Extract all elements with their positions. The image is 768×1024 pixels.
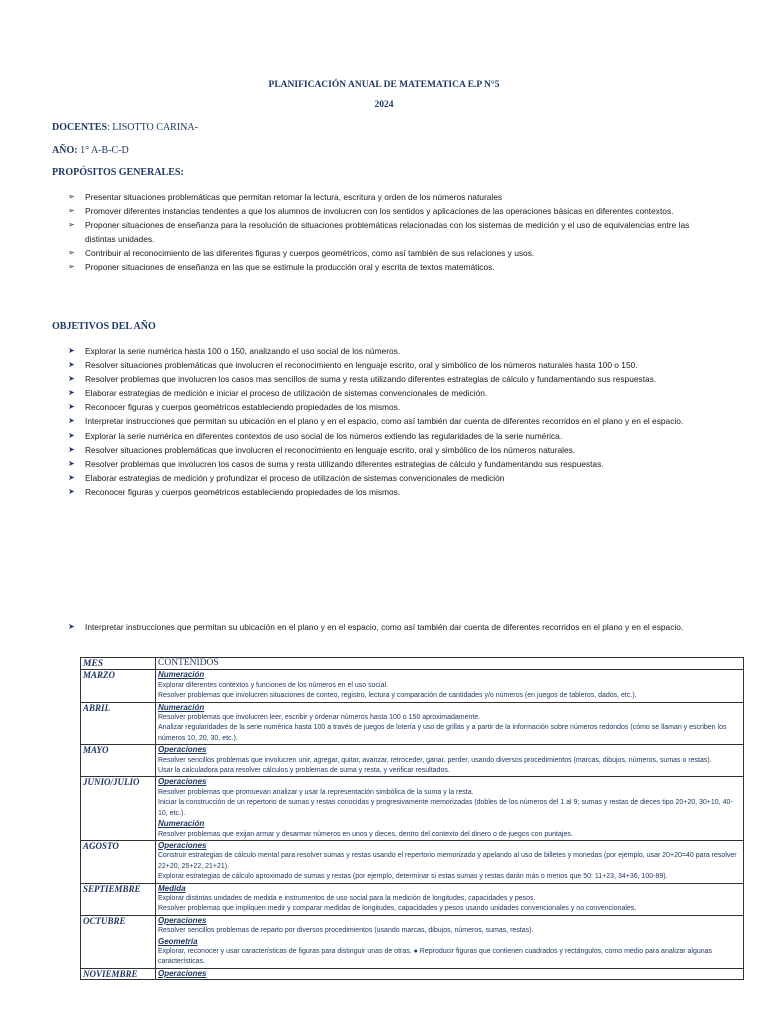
month-cell: ABRIL <box>81 702 156 745</box>
objetivos-heading: OBJETIVOS DEL AÑO <box>52 321 156 332</box>
contents-cell <box>156 840 744 883</box>
content-line: Iniciar la construcción de un repertorio de sumas y restas conocidas y progresivamente memorizadas (dobles de los números del 1 al 9; sumas y restas de dieces tipo 20+20, 30+10, 40-10, etc.). <box>158 799 733 817</box>
list-item: ➤ Resolver situaciones problemáticas que involucren el reconocimiento en lenguaje escrito, oral y simbólico de los números naturales. <box>68 443 758 457</box>
arrow-bullet-icon: ➢ <box>68 262 75 271</box>
table-row <box>81 840 744 883</box>
list-item: ➤ Elaborar estrategias de medición y profundizar el proceso de utilización de sistemas convencionales de medición <box>68 471 758 485</box>
list-item: ➤ Resolver problemas que involucren los casos de suma y resta utilizando diferentes estrategias de cálculo y fundamentando sus respuestas. <box>68 457 758 471</box>
table-row <box>81 745 744 777</box>
month-cell: SEPTIEMBRE <box>81 883 156 915</box>
list-item: ➤ Explorar la serie numérica en diferentes contextos de uso social de los números extiendo las regularidades de la serie numérica. <box>68 429 758 443</box>
arrow-bullet-icon: ➢ <box>68 220 75 229</box>
arrow-bullet-icon: ➤ <box>68 430 75 440</box>
arrow-bullet-icon: ➤ <box>68 388 75 398</box>
contents-cell <box>156 968 744 979</box>
list-item: ➢ Proponer situaciones de enseñanza en las que se estimule la producción oral y escrita de textos matemáticos. <box>68 262 495 272</box>
content-line: Resolver sencillos problemas que involucren unir, agregar, quitar, avanzar, retroceder, ganar, perder, usando diversos procedimientos (marcas, dibujos, números, sumas o restas). <box>158 756 712 764</box>
contents-cell <box>156 883 744 915</box>
list-item: ➢ Proponer situaciones de enseñanza para la resolución de situaciones problemáticas relacionadas con los sistemas de medición y el uso de equivalencias entre las distintas unidades. <box>68 220 690 244</box>
header-contenidos <box>156 658 744 670</box>
objetivos-list <box>68 344 758 499</box>
list-item: ➤ Reconocer figuras y cuerpos geométricos estableciendo propiedades de los mismos. <box>68 400 758 414</box>
section-title: Numeración <box>158 819 205 829</box>
contents-cell <box>156 777 744 840</box>
header-mes <box>81 658 156 670</box>
arrow-bullet-icon: ➤ <box>68 472 75 482</box>
docentes-value: : LISOTTO CARINA- <box>107 122 198 133</box>
list-item: ➤ Resolver problemas que involucren los casos mas sencillos de suma y resta utilizando diferentes estrategias de cálculo y fundamentando sus respuestas. <box>68 372 758 386</box>
content-line: Resolver problemas que exijan armar y desarmar números en unos y dieces, dentro del contexto del dinero o de juegos con puntajes. <box>158 830 573 838</box>
anio-label: AÑO: <box>52 145 78 156</box>
table-row <box>81 968 744 979</box>
content-line: Explorar diferentes contextos y funciones de los números en el uso social. <box>158 681 388 689</box>
section-title: Operaciones <box>158 777 207 787</box>
month-cell: MAYO <box>81 745 156 777</box>
section-title: Operaciones <box>158 968 207 978</box>
content-line: Resolver sencillos problemas de reparto por diversos procedimientos (usando marcas, dibujos, números, sumas, restas). <box>158 927 534 935</box>
section-title: Numeración <box>158 702 205 712</box>
section-title: Medida <box>158 883 186 893</box>
month-cell: AGOSTO <box>81 840 156 883</box>
content-line: Construir estrategias de cálculo mental para resolver sumas y restas usando el repertorio memorizado y apelando al uso de billetes y monedas (por ejemplo, usar 20+20=40 para resolver 22+20, 25+22, 21+21). <box>158 852 737 870</box>
propositos-list <box>68 190 708 274</box>
list-item: ➢ Presentar situaciones problemáticas que permitan retomar la lectura, escritura y orden de los números naturales <box>68 192 503 202</box>
arrow-bullet-icon: ➤ <box>68 374 75 384</box>
arrow-bullet-icon: ➤ <box>68 458 75 468</box>
section-title: Operaciones <box>158 915 207 925</box>
arrow-bullet-icon: ➤ <box>68 444 75 454</box>
contents-cell <box>156 670 744 702</box>
list-item: ➤ Interpretar instrucciones que permitan su ubicación en el plano y en el espacio, como así también dar cuenta de diferentes recorridos en el plano y en el espacio. <box>68 620 758 634</box>
list-item: ➤ Elaborar estrategias de medición e iniciar el proceso de utilización de sistemas convencionales de medición. <box>68 386 758 400</box>
contenidos-table <box>80 657 744 980</box>
list-item: ➢ Contribuir al reconocimiento de las diferentes figuras y cuerpos geométricos, como así también de sus relaciones y usos. <box>68 248 535 258</box>
table-row <box>81 777 744 840</box>
list-item: ➤ Reconocer figuras y cuerpos geométricos estableciendo propiedades de los mismos. <box>68 485 758 499</box>
month-cell: JUNIO/JULIO <box>81 777 156 840</box>
section-title: Operaciones <box>158 745 207 755</box>
list-item: ➤ Explorar la serie numérica hasta 100 o 150, analizando el uso social de los números. <box>68 344 758 358</box>
list-item: ➤ Interpretar instrucciones que permitan su ubicación en el plano y en el espacio, como así también dar cuenta de diferentes recorridos en el plano y en el espacio. <box>68 414 758 428</box>
objetivo-extra-list <box>68 620 758 634</box>
document-year: 2024 <box>374 100 394 110</box>
content-line: Resolver problemas que impliquen medir y comparar medidas de longitudes, capacidades y pesos usando unidades convencionales y no convencionales. <box>158 905 637 913</box>
arrow-bullet-icon: ➢ <box>68 248 75 257</box>
table-row <box>81 883 744 915</box>
content-line: Explorar estrategias de cálculo aproximado de sumas y restas (por ejemplo, determinar si estas sumas y restas darán más o menos que 50: 11+23, 34+36, 100-89). <box>158 873 668 881</box>
list-item: ➤ Resolver situaciones problemáticas que involucren el reconocimiento en lenguaje escrito, oral y simbólico de los números naturales hasta 100 o 150. <box>68 358 758 372</box>
content-line: Explorar distintas unidades de medida e instrumentos de uso social para la medición de longitudes, capacidades y pesos. <box>158 894 536 902</box>
table-row <box>81 670 744 702</box>
anio-value: 1° A-B-C-D <box>77 145 129 156</box>
section-title: Geometría <box>158 936 198 946</box>
header-contenidos-label: CONTENIDOS <box>158 658 219 668</box>
arrow-bullet-icon: ➤ <box>68 346 75 355</box>
arrow-bullet-icon: ➢ <box>68 192 75 201</box>
arrow-bullet-icon: ➢ <box>68 206 75 215</box>
docentes-label: DOCENTES <box>52 122 108 133</box>
contents-cell <box>156 745 744 777</box>
content-line: Resolver problemas que promuevan analizar y usar la representación simbólica de la suma y la resta. <box>158 788 474 796</box>
anio-line <box>52 145 129 156</box>
content-line: Resolver problemas que involucren leer, escribir y ordenar números hasta 100 o 150 aproximadamente. <box>158 714 481 722</box>
list-item: ➢ Promover diferentes instancias tendentes a que los alumnos de involucren con los sentidos y aplicaciones de las operaciones básicas en diferentes contextos. <box>68 206 674 216</box>
arrow-bullet-icon: ➤ <box>68 402 75 412</box>
content-line: Usar la calculadora para resolver cálculos y problemas de suma y resta, y verificar resultados. <box>158 767 450 775</box>
arrow-bullet-icon: ➤ <box>68 486 75 496</box>
table-row <box>81 915 744 968</box>
content-line: Explorar, reconocer y usar características de figuras para distinguir unas de otras. ● Reproducir figuras que contienen cuadrados y rectángulos, como medio para analizar algunas características. <box>158 947 713 966</box>
table-header-row <box>81 658 744 670</box>
section-title: Operaciones <box>158 840 207 850</box>
contents-cell <box>156 915 744 968</box>
arrow-bullet-icon: ➤ <box>68 622 75 631</box>
header-mes-label: MES <box>83 659 104 669</box>
content-line: Analizar regularidades de la serie numérica hasta 100 a través de juegos de lotería y uso de grillas y a partir de la información sobre números redondos (cómo se llaman y escriben los números 10, 20, 30, etc.). <box>158 724 727 742</box>
content-line: Resolver problemas que involucren situaciones de conteo, registro, lectura y comparación de cantidades y/o números (en juegos de tableros, dados, etc.). <box>158 692 637 700</box>
month-cell: OCTUBRE <box>81 915 156 968</box>
docentes-line <box>52 122 198 133</box>
document-title: PLANIFICACIÓN ANUAL DE MATEMATICA E.P N°5 <box>268 80 500 90</box>
arrow-bullet-icon: ➤ <box>68 416 75 426</box>
contents-cell <box>156 702 744 745</box>
section-title: Numeración <box>158 670 205 680</box>
month-cell: MARZO <box>81 670 156 702</box>
table-row <box>81 702 744 745</box>
month-cell: NOVIEMBRE <box>81 968 156 979</box>
propositos-heading: PROPÓSITOS GENERALES: <box>52 167 184 178</box>
arrow-bullet-icon: ➤ <box>68 360 75 370</box>
